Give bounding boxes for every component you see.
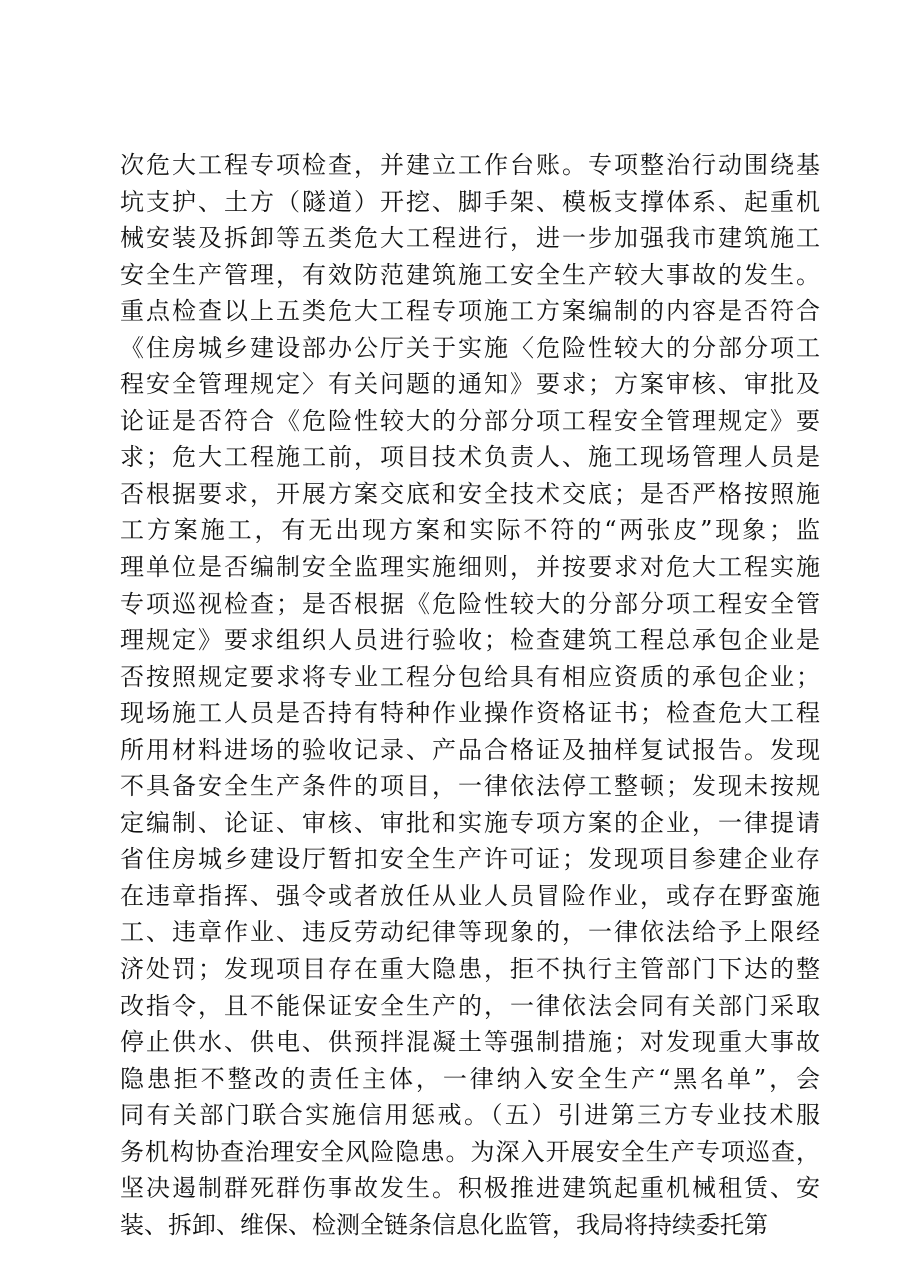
text-line: 专项巡视检查；是否根据《危险性较大的分部分项工程安全管: [120, 589, 820, 618]
text-line: 次危大工程专项检查，并建立工作台账。专项整治行动围绕基: [120, 151, 820, 179]
text-line: 否按照规定要求将专业工程分包给具有相应资质的承包企业；: [120, 662, 820, 691]
text-line: 求；危大工程施工前，项目技术负责人、施工现场管理人员是: [120, 443, 820, 472]
text-line: 论证是否符合《危险性较大的分部分项工程安全管理规定》要: [120, 406, 820, 435]
text-line: 不具备安全生产条件的项目，一律依法停工整顿；发现未按规: [120, 772, 820, 801]
text-line: 工、违章作业、违反劳动纪律等现象的，一律依法给予上限经: [120, 918, 820, 947]
text-line: 济处罚；发现项目存在重大隐患，拒不执行主管部门下达的整: [120, 955, 820, 984]
text-line: 现场施工人员是否持有特种作业操作资格证书；检查危大工程: [120, 699, 820, 728]
text-line: 定编制、论证、审核、审批和实施专项方案的企业，一律提请: [120, 808, 820, 837]
text-line: 同有关部门联合实施信用惩戒。（五）引进第三方专业技术服: [120, 1101, 820, 1130]
text-line: 坚决遏制群死群伤事故发生。积极推进建筑起重机械租赁、安: [120, 1174, 820, 1203]
text-line: 理单位是否编制安全监理实施细则，并按要求对危大工程实施: [120, 553, 820, 582]
text-line: 安全生产管理，有效防范建筑施工安全生产较大事故的发生。: [120, 260, 820, 289]
text-line: 程安全管理规定〉有关问题的通知》要求；方案审核、审批及: [120, 370, 820, 399]
text-line: 否根据要求，开展方案交底和安全技术交底；是否严格按照施: [120, 479, 820, 508]
text-line: 在违章指挥、强令或者放任从业人员冒险作业，或存在野蛮施: [120, 881, 820, 910]
text-line: 务机构协查治理安全风险隐患。为深入开展安全生产专项巡查，: [120, 1137, 820, 1166]
text-line: 停止供水、供电、供预拌混凝土等强制措施；对发现重大事故: [120, 1028, 820, 1057]
text-line: 省住房城乡建设厅暂扣安全生产许可证；发现项目参建企业存: [120, 845, 820, 874]
text-line: 工方案施工，有无出现方案和实际不符的“两张皮”现象；监: [120, 516, 820, 545]
text-line: 《住房城乡建设部办公厅关于实施〈危险性较大的分部分项工: [120, 333, 820, 362]
text-line: 装、拆卸、维保、检测全链条信息化监管，我局将持续委托第: [120, 1210, 768, 1239]
text-line: 重点检查以上五类危大工程专项施工方案编制的内容是否符合: [120, 297, 820, 326]
text-line: 械安装及拆卸等五类危大工程进行，进一步加强我市建筑施工: [120, 224, 820, 253]
body-paragraph: [120, 147, 820, 1243]
text-line: 理规定》要求组织人员进行验收；检查建筑工程总承包企业是: [120, 626, 820, 655]
text-line: 坑支护、土方（隧道）开挖、脚手架、模板支撑体系、起重机: [120, 187, 820, 216]
text-line: 所用材料进场的验收记录、产品合格证及抽样复试报告。发现: [120, 735, 820, 764]
text-line: 隐患拒不整改的责任主体，一律纳入安全生产“黑名单”，会: [120, 1064, 820, 1093]
text-line: 改指令，且不能保证安全生产的，一律依法会同有关部门采取: [120, 991, 820, 1020]
